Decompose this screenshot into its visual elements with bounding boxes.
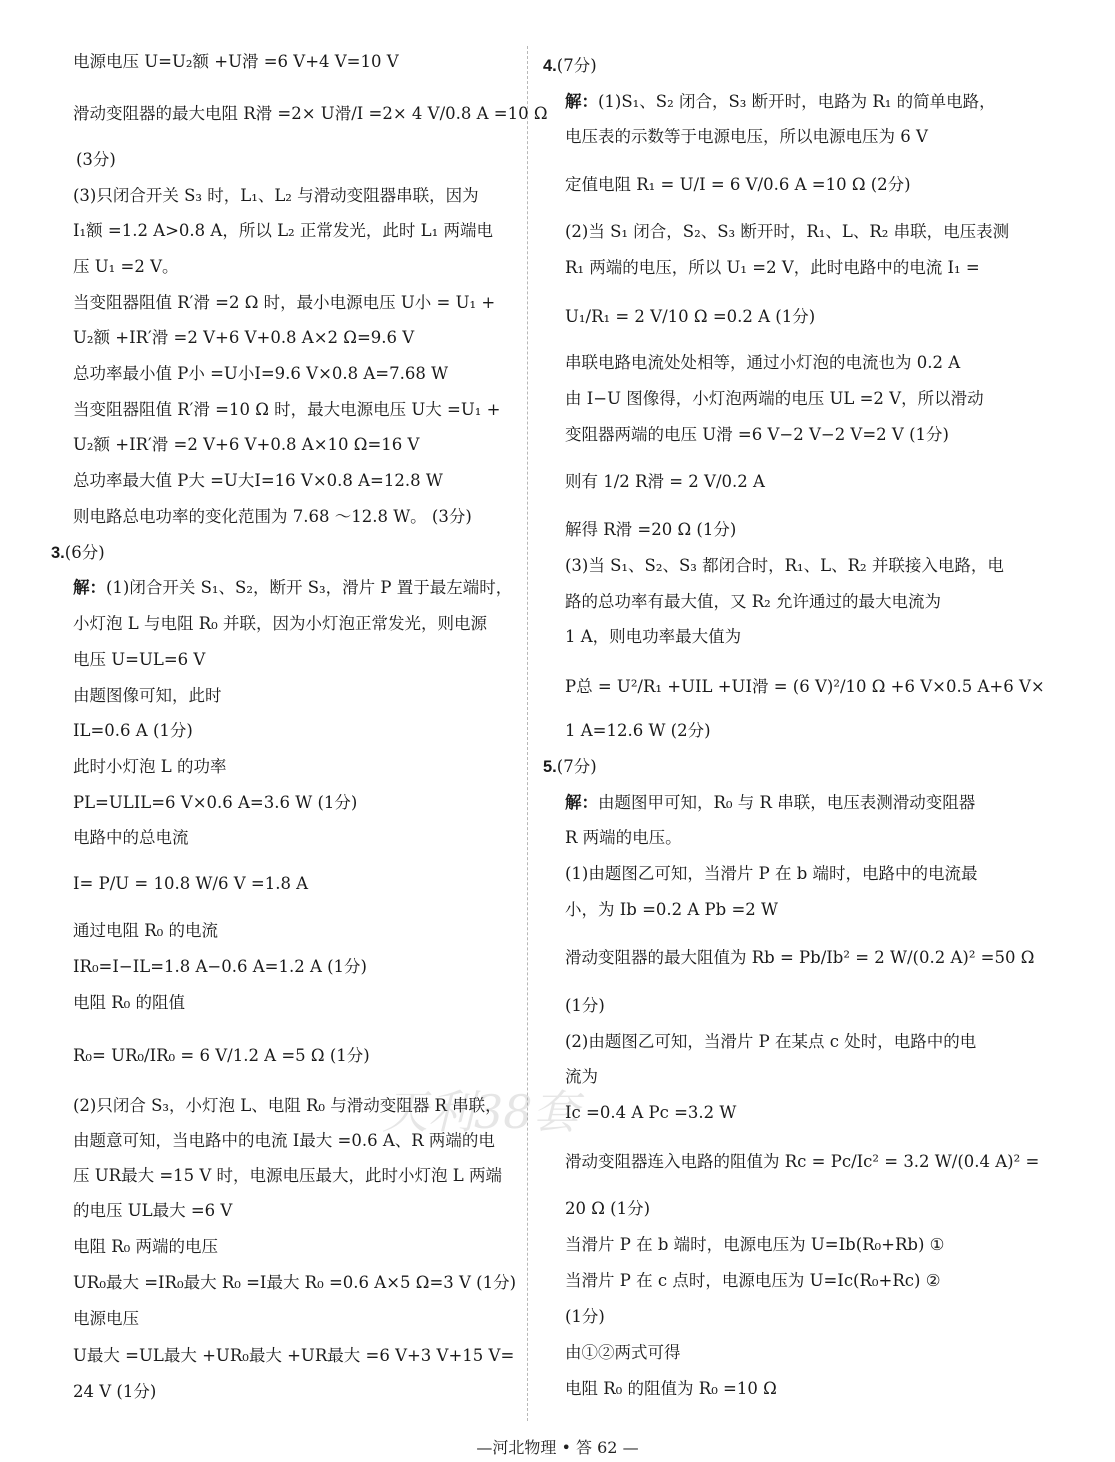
text-line: 电源电压 xyxy=(73,1309,139,1328)
text-line: (3)当 S₁、S₂、S₃ 都闭合时，R₁、L、R₂ 并联接入电路，电 xyxy=(565,556,1004,575)
text-line: 此时小灯泡 L 的功率 xyxy=(73,757,227,776)
question-points: (7分) xyxy=(556,757,597,776)
text-line: 20 Ω (1分) xyxy=(565,1199,651,1218)
question-number: 5. xyxy=(543,758,557,776)
question-number: 3. xyxy=(51,544,65,562)
text-line: I₁额 =1.2 A>0.8 A，所以 L₂ 正常发光，此时 L₁ 两端电 xyxy=(73,221,493,240)
text-line: 路的总功率有最大值，又 R₂ 允许通过的最大电流为 xyxy=(565,592,942,611)
text-span: (1)S₁、S₂ 闭合，S₃ 断开时，电路为 R₁ 的简单电路， xyxy=(598,92,996,111)
text-line: U₂额 +IR′滑 =2 V+6 V+0.8 A×2 Ω=9.6 V xyxy=(73,328,415,347)
text-line: U₂额 +IR′滑 =2 V+6 V+0.8 A×10 Ω=16 V xyxy=(73,435,420,454)
column-divider xyxy=(527,46,528,1421)
question-points: (7分) xyxy=(556,56,597,75)
text-line: 当滑片 P 在 c 点时，电源电压为 U=Ic(R₀+Rc) ② xyxy=(565,1271,941,1290)
text-line: 电路中的总电流 xyxy=(73,828,189,847)
text-span: 由题图甲可知，R₀ 与 R 串联，电压表测滑动变阻器 xyxy=(598,793,976,812)
page-footer: —河北物理 • 答 62 — xyxy=(476,1438,639,1457)
text-line: 的电压 UL最大 =6 V xyxy=(73,1201,233,1220)
formula-line: 定值电阻 R₁ = U/I = 6 V/0.6 A =10 Ω (2分) xyxy=(565,175,911,194)
text-line: R₁ 两端的电压，所以 U₁ =2 V，此时电路中的电流 I₁ = xyxy=(565,258,980,277)
text-line: 则电路总电功率的变化范围为 7.68 ～12.8 W。 (3分) xyxy=(73,507,472,526)
text-line xyxy=(73,578,512,598)
text-line: 解得 R滑 =20 Ω (1分) xyxy=(565,520,737,539)
text-line: (2)当 S₁ 闭合，S₂、S₃ 断开时，R₁、L、R₂ 串联，电压表测 xyxy=(565,222,1010,241)
text-line: (3)只闭合开关 S₃ 时，L₁、L₂ 与滑动变阻器串联，因为 xyxy=(73,186,479,205)
score-note: (3分) xyxy=(76,150,116,169)
formula-line: P总 = U²/R₁ +UIL +UI滑 = (6 V)²/10 Ω +6 V×0.5 A+6 V× xyxy=(565,677,1045,696)
text-line: 压 UR最大 =15 V 时，电源电压最大，此时小灯泡 L 两端 xyxy=(73,1166,502,1185)
score-note: (1分) xyxy=(565,996,605,1015)
text-line: 通过电阻 R₀ 的电流 xyxy=(73,921,219,940)
formula-line: U₁/R₁ = 2 V/10 Ω =0.2 A (1分) xyxy=(565,307,816,326)
formula-line: I= P/U = 10.8 W/6 V =1.8 A xyxy=(73,874,309,893)
formula-line: 滑动变阻器的最大阻值为 Rb = Pb/Ib² = 2 W/(0.2 A)² =50 Ω xyxy=(565,948,1035,967)
text-line: R 两端的电压。 xyxy=(565,828,682,847)
text-line: 电阻 R₀ 的阻值 xyxy=(73,993,186,1012)
text-line: 小灯泡 L 与电阻 R₀ 并联，因为小灯泡正常发光，则电源 xyxy=(73,614,487,633)
text-line: (2)由题图乙可知，当滑片 P 在某点 c 处时，电路中的电 xyxy=(565,1032,977,1051)
formula-line: 滑动变阻器连入电路的阻值为 Rc = Pc/Ic² = 3.2 W/(0.4 A)² = xyxy=(565,1152,1040,1171)
score-note: (1分) xyxy=(565,1307,605,1326)
text-line: 滑动变阻器的最大电阻 R滑 =2× U滑/I =2× 4 V/0.8 A =10 Ω xyxy=(73,104,548,123)
watermark-logo xyxy=(372,1058,632,1198)
text-line: IL=0.6 A (1分) xyxy=(73,721,193,740)
question-heading xyxy=(543,56,597,76)
question-heading xyxy=(543,757,597,777)
text-line: 当变阻器阻值 R′滑 =2 Ω 时，最小电源电压 U小 = U₁ + xyxy=(73,293,496,312)
text-line: 24 V (1分) xyxy=(73,1382,157,1401)
text-line: 总功率最大值 P大 =U大I=16 V×0.8 A=12.8 W xyxy=(73,471,443,490)
formula-line: R₀= UR₀/IR₀ = 6 V/1.2 A =5 Ω (1分) xyxy=(73,1046,370,1065)
text-line: 串联电路电流处处相等，通过小灯泡的电流也为 0.2 A xyxy=(565,353,961,372)
solution-label: 解： xyxy=(565,92,598,111)
text-line: (2)只闭合 S₃，小灯泡 L、电阻 R₀ 与滑动变阻器 R 串联， xyxy=(73,1096,502,1115)
text-line: 变阻器两端的电压 U滑 =6 V−2 V−2 V=2 V (1分) xyxy=(565,425,949,444)
text-line: 由题图像可知，此时 xyxy=(73,686,222,705)
text-span: (1)闭合开关 S₁、S₂，断开 S₃，滑片 P 置于最左端时， xyxy=(106,578,513,597)
text-line xyxy=(565,793,975,813)
text-line: 由题意可知，当电路中的电流 I最大 =0.6 A、R 两端的电 xyxy=(73,1131,495,1150)
text-line: 1 A=12.6 W (2分) xyxy=(565,721,711,740)
text-line: 电压 U=UL=6 V xyxy=(73,650,206,669)
text-line: UR₀最大 =IR₀最大 R₀ =I最大 R₀ =0.6 A×5 Ω=3 V (1分) xyxy=(73,1273,517,1292)
text-line: 电阻 R₀ 两端的电压 xyxy=(73,1237,219,1256)
text-line: 由①②两式可得 xyxy=(565,1343,681,1362)
watermark-text: 天利38套 xyxy=(382,1085,579,1139)
text-line: 由 I−U 图像得，小灯泡两端的电压 UL =2 V，所以滑动 xyxy=(565,389,984,408)
solution-label: 解： xyxy=(73,578,106,597)
question-points: (6分) xyxy=(64,543,105,562)
text-line: (1)由题图乙可知，当滑片 P 在 b 端时，电路中的电流最 xyxy=(565,864,978,883)
text-line: 电阻 R₀ 的阻值为 R₀ =10 Ω xyxy=(565,1379,777,1398)
text-line: 电源电压 U=U₂额 +U滑 =6 V+4 V=10 V xyxy=(73,52,399,71)
text-line: U最大 =UL最大 +UR₀最大 +UR最大 =6 V+3 V+15 V= xyxy=(73,1346,515,1365)
text-line: 流为 xyxy=(565,1067,598,1086)
text-line: PL=ULIL=6 V×0.6 A=3.6 W (1分) xyxy=(73,793,358,812)
text-line: 电压表的示数等于电源电压，所以电源电压为 6 V xyxy=(565,127,928,146)
text-line: 当滑片 P 在 b 端时，电源电压为 U=Ib(R₀+Rb) ① xyxy=(565,1235,945,1254)
text-line: 小，为 Ib =0.2 A Pb =2 W xyxy=(565,900,778,919)
text-line xyxy=(565,92,996,112)
question-number: 4. xyxy=(543,57,557,75)
text-line: 总功率最小值 P小 =U小I=9.6 V×0.8 A=7.68 W xyxy=(73,364,449,383)
formula-line: 则有 1/2 R滑 = 2 V/0.2 A xyxy=(565,472,765,491)
solution-label: 解： xyxy=(565,793,598,812)
text-line: IR₀=I−IL=1.8 A−0.6 A=1.2 A (1分) xyxy=(73,957,367,976)
question-heading xyxy=(51,543,105,563)
text-line: 当变阻器阻值 R′滑 =10 Ω 时，最大电源电压 U大 =U₁ + xyxy=(73,400,501,419)
text-line: 1 A，则电功率最大值为 xyxy=(565,627,742,646)
text-line: 压 U₁ =2 V。 xyxy=(73,257,179,276)
text-line: Ic =0.4 A Pc =3.2 W xyxy=(565,1103,737,1122)
